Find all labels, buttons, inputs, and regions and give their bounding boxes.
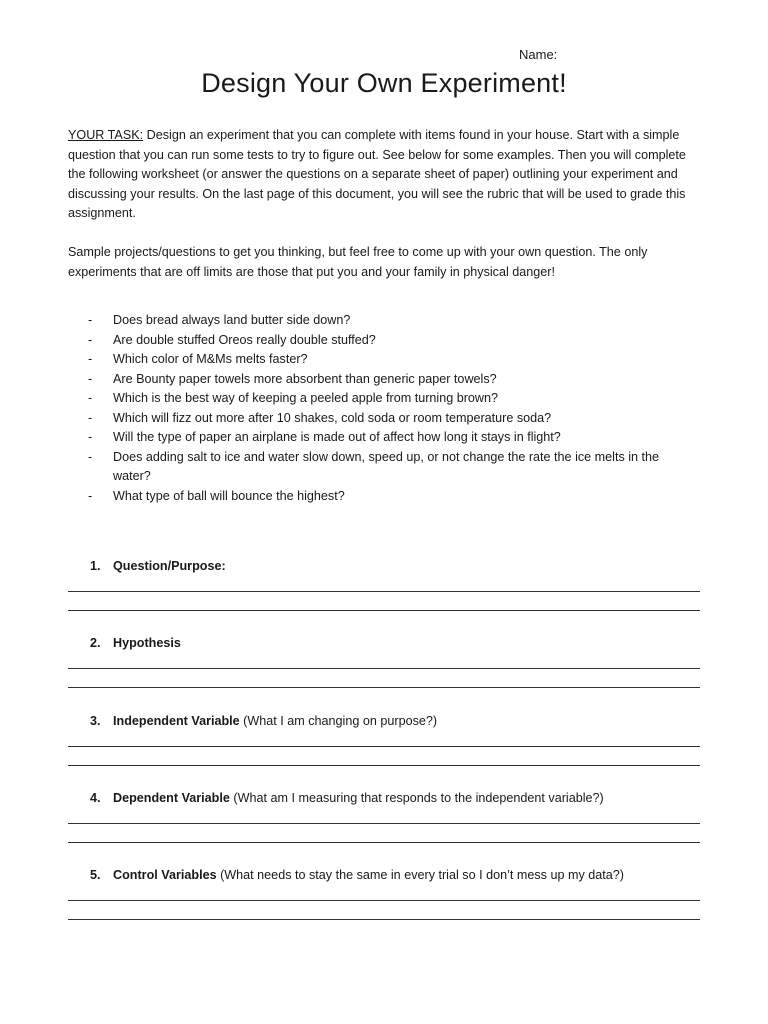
question-number: 5.	[90, 868, 101, 882]
sample-paragraph: Sample projects/questions to get you thinking, but feel free to come up with your own question. The only experiments that are off limits are those that put you and your family in physical danger!	[68, 245, 648, 279]
list-item	[88, 448, 688, 487]
name-label: Name:	[519, 47, 558, 62]
question-note: (What am I measuring that responds to the independent variable?)	[229, 791, 604, 805]
question-label: Control Variables	[113, 868, 217, 882]
list-item	[88, 350, 688, 370]
example-text: Which is the best way of keeping a peeled apple from turning brown?	[113, 391, 499, 405]
list-item	[88, 428, 688, 448]
question-note: (What I am changing on purpose?)	[239, 714, 438, 728]
task-paragraph	[68, 126, 702, 224]
question-number: 1.	[90, 559, 101, 573]
task-label: YOUR TASK:	[68, 128, 144, 142]
question-label: Dependent Variable	[113, 791, 230, 805]
answer-line[interactable]	[68, 765, 700, 766]
bullet-dash: -	[88, 313, 93, 327]
example-text: What type of ball will bounce the highest?	[113, 488, 345, 503]
independent-variable-heading	[90, 712, 437, 730]
answer-line[interactable]	[68, 746, 700, 747]
answer-line[interactable]	[68, 823, 700, 824]
question-label: Question/Purpose:	[113, 559, 226, 573]
control-variables-heading	[90, 866, 624, 884]
list-item	[88, 331, 688, 351]
list-item	[88, 389, 688, 409]
answer-line[interactable]	[68, 919, 700, 920]
example-text: Which will fizz out more after 10 shakes, cold soda or room temperature soda?	[113, 410, 552, 425]
question-label: Independent Variable	[113, 714, 240, 728]
answer-line[interactable]	[68, 610, 700, 611]
task-text: Design an experiment that you can complete with items found in your house. Start with a simple question that you can run some tests to try to figure out. See below for some examples. Then you will complete the following worksheet (or answer the questions on a separate sheet of paper) outlining your experiment and discussing your results. On the last page of this document, you will see the rubric that will be used to grade this assignment.	[68, 128, 686, 220]
question-number: 2.	[90, 636, 101, 650]
question-number: 4.	[90, 791, 101, 805]
answer-line[interactable]	[68, 687, 700, 688]
hypothesis-heading	[90, 634, 181, 652]
answer-line[interactable]	[68, 591, 700, 592]
bullet-dash: -	[88, 488, 93, 503]
bullet-dash: -	[88, 352, 93, 366]
bullet-dash: -	[88, 449, 93, 464]
bullet-dash: -	[88, 430, 93, 444]
example-questions-list	[88, 311, 688, 506]
question-label: Hypothesis	[113, 636, 181, 650]
dependent-variable-heading	[90, 789, 604, 807]
question-note: (What needs to stay the same in every trial so I don’t mess up my data?)	[216, 868, 624, 882]
bullet-dash: -	[88, 332, 93, 347]
example-text: Does bread always land butter side down?	[113, 313, 351, 327]
bullet-dash: -	[88, 391, 93, 405]
answer-line[interactable]	[68, 842, 700, 843]
question-purpose-heading	[90, 557, 226, 575]
bullet-dash: -	[88, 371, 93, 386]
list-item	[88, 409, 688, 429]
bullet-dash: -	[88, 410, 93, 425]
answer-line[interactable]	[68, 668, 700, 669]
example-text: Which color of M&Ms melts faster?	[113, 352, 308, 366]
example-text: Are Bounty paper towels more absorbent than generic paper towels?	[113, 371, 497, 386]
list-item	[88, 370, 688, 390]
list-item	[88, 311, 688, 331]
example-text: Are double stuffed Oreos really double stuffed?	[113, 332, 376, 347]
question-number: 3.	[90, 714, 101, 728]
page-title: Design Your Own Experiment!	[201, 68, 567, 98]
example-text: Does adding salt to ice and water slow down, speed up, or not change the rate the ice melts in the water?	[113, 449, 660, 483]
list-item	[88, 487, 688, 507]
answer-line[interactable]	[68, 900, 700, 901]
example-text: Will the type of paper an airplane is made out of affect how long it stays in flight?	[113, 430, 561, 444]
